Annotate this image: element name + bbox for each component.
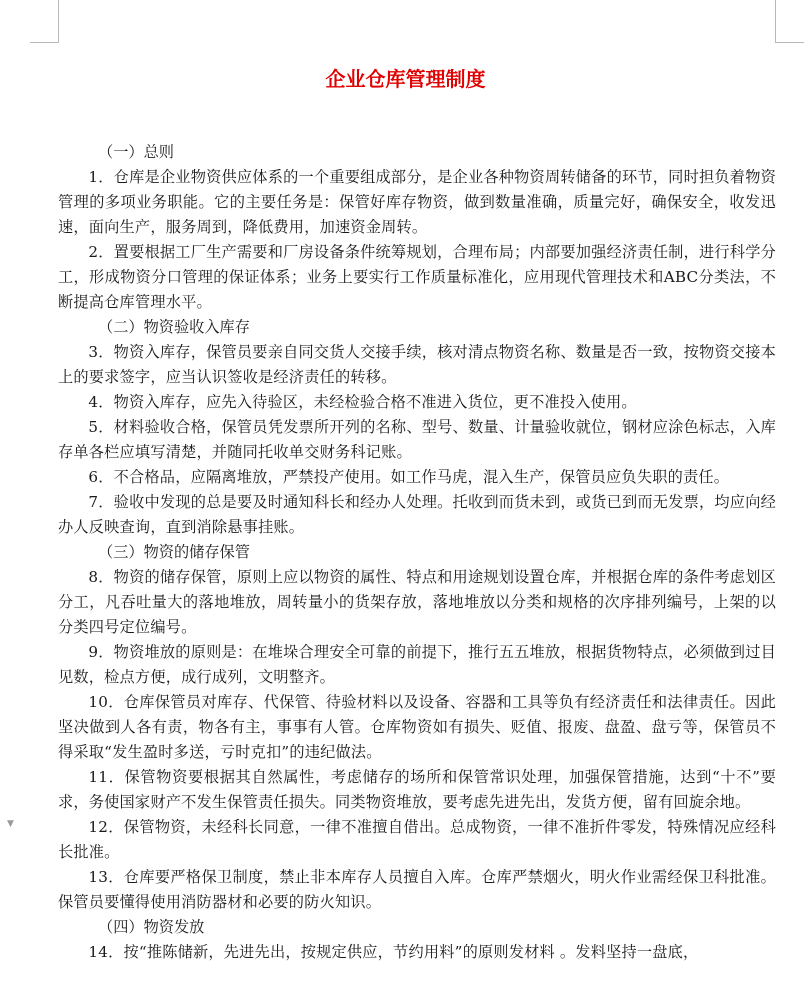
- page-corner-mark-top-right: [775, 0, 804, 43]
- paragraph: 6．不合格品，应隔离堆放，严禁投产使用。如工作马虎，混入生产，保管员应负失职的责任。: [88, 468, 730, 486]
- section-heading: （二）物资验收入库存: [98, 318, 250, 336]
- paragraph: 9．物资堆放的原则是：在堆垛合理安全可靠的前提下，推行五五堆放，根据货物特点，必须做到过目见数，检点方便，成行成列，文明整齐。: [58, 643, 776, 686]
- section-heading: （三）物资的储存保管: [98, 543, 250, 561]
- paragraph: 8．物资的储存保管，原则上应以物资的属性、特点和用途规划设置仓库，并根据仓库的条件考虑划区分工，凡吞吐量大的落地堆放，周转量小的货架存放，落地堆放以分类和规格的次序排列编号，上架的以分类四号定位编号。: [58, 568, 776, 636]
- section-heading: （四）物资发放: [98, 918, 205, 936]
- paragraph: 1．仓库是企业物资供应体系的一个重要组成部分，是企业各种物资周转储备的环节，同时担负着物资管理的多项业务职能。它的主要任务是：保管好库存物资，做到数量准确，质量完好，确保安全，收发迅速，面向生产，服务周到，降低费用，加速资金周转。: [58, 168, 776, 236]
- paragraph: 12．保管物资，未经科长同意，一律不准擅自借出。总成物资，一律不准折件零发，特殊情况应经科长批准。: [58, 818, 776, 861]
- section-heading: （一）总则: [98, 143, 174, 161]
- caret-down-icon[interactable]: ▼: [7, 819, 14, 829]
- page-corner-mark-top-left: [30, 0, 59, 43]
- paragraph: 11．保管物资要根据其自然属性，考虑储存的场所和保管常识处理，加强保管措施，达到“十不”要求，务使国家财产不发生保管责任损失。同类物资堆放，要考虑先进先出，发货方便，留有回旋余地。: [58, 768, 776, 811]
- paragraph: 3．物资入库存，保管员要亲自同交货人交接手续，核对清点物资名称、数量是否一致，按物资交接本上的要求签字，应当认识签收是经济责任的转移。: [58, 343, 776, 386]
- paragraph: 10．仓库保管员对库存、代保管、待验材料以及设备、容器和工具等负有经济责任和法律责任。因此坚决做到人各有责，物各有主，事事有人管。仓库物资如有损失、贬值、报废、盘盈、盘亏等，保管员不得采取“发生盈时多送，亏时克扣”的违纪做法。: [58, 693, 776, 761]
- paragraph: 13．仓库要严格保卫制度，禁止非本库存人员擅自入库。仓库严禁烟火，明火作业需经保卫科批准。保管员要懂得使用消防器材和必要的防火知识。: [58, 868, 776, 911]
- document-title: 企业仓库管理制度: [325, 67, 486, 92]
- paragraph: 14．按“推陈储新，先进先出，按规定供应，节约用料”的原则发材料 。发料坚持一盘底，: [88, 943, 699, 961]
- paragraph: 2．置要根据工厂生产需要和厂房设备条件统筹规划，合理布局；内部要加强经济责任制，进行科学分工，形成物资分口管理的保证体系；业务上要实行工作质量标准化，应用现代管理技术和ABC分类法，不断提高仓库管理水平。: [58, 243, 776, 311]
- document-body: [58, 140, 776, 965]
- paragraph: 5．材料验收合格，保管员凭发票所开列的名称、型号、数量、计量验收就位，钢材应涂色标志，入库存单各栏应填写清楚，并随同托收单交财务科记账。: [58, 418, 776, 461]
- paragraph: 7．验收中发现的总是要及时通知科长和经办人处理。托收到而货未到，或货已到而无发票，均应向经办人反映查询，直到消除悬事挂账。: [58, 493, 776, 536]
- paragraph: 4．物资入库存，应先入待验区，未经检验合格不准进入货位，更不准投入使用。: [88, 393, 637, 411]
